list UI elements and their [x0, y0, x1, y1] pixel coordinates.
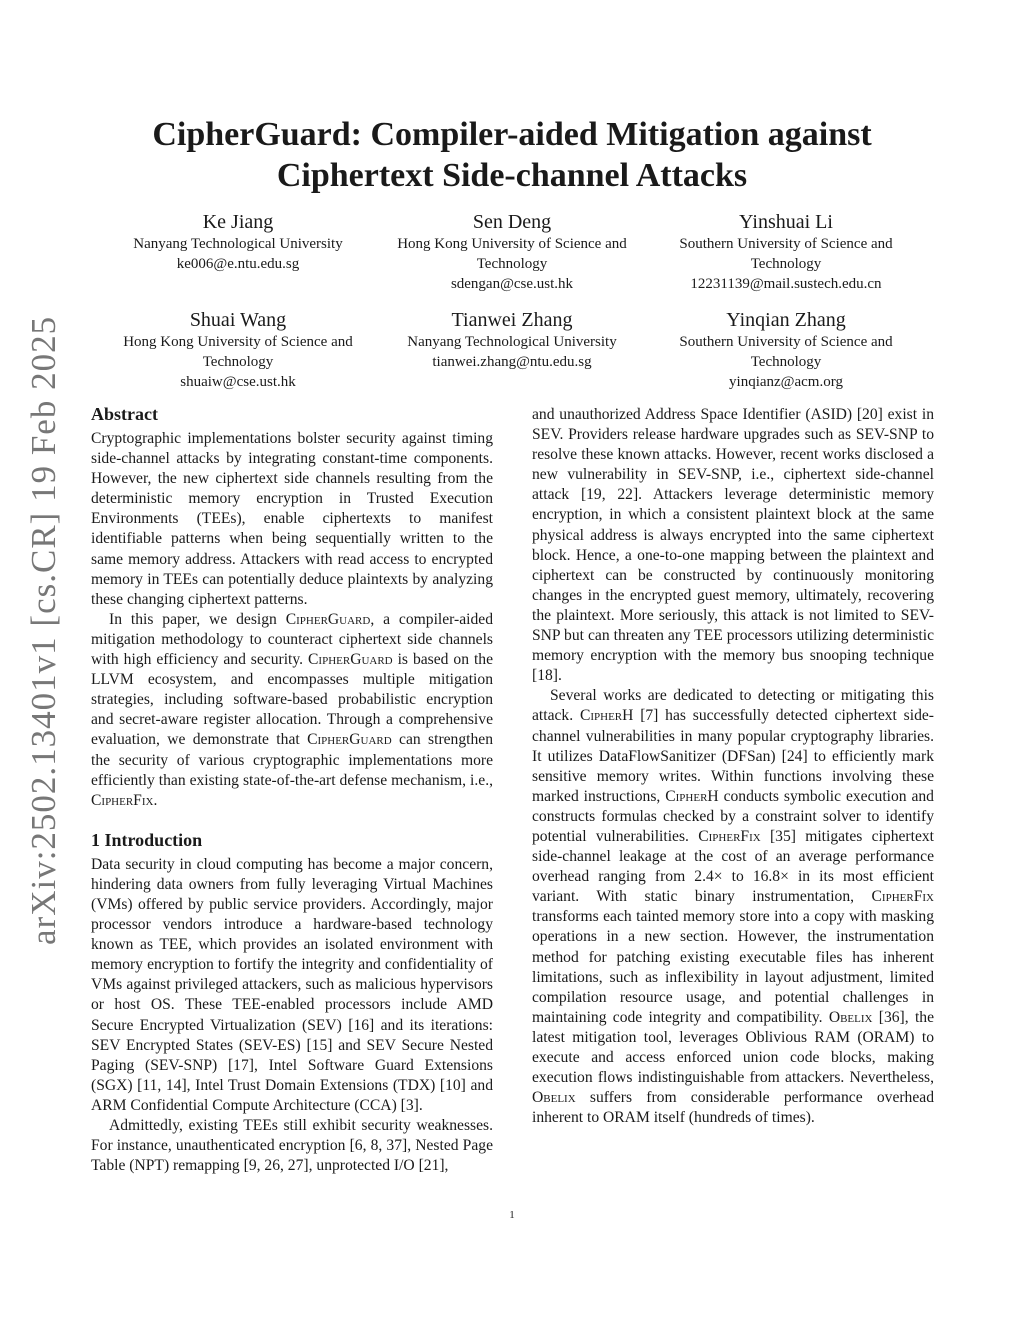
- author-affiliation: Southern University of Science and: [679, 236, 893, 252]
- author-block: [636, 210, 936, 294]
- intro-paragraph: Data security in cloud computing has become a major concern, hindering data owners from fully leveraging Virtual Machines (VMs) offered by public service providers. Accordingly, major processor vendors introduce a hardware-based technology known as TEE, which provides an isolated environment with memory encryption to fortify the integrity and confidentiality of VMs against privileged attackers, such as malicious hypervisors or host OS. These TEE-enabled processors include AMD Secure Encrypted Virtualization (SEV) [16] and its iterations: SEV Encrypted States (SEV-ES) [15] and SEV Secure Nested Paging (SEV-SNP) [17], Intel Software Guard Extensions (SGX) [11, 14], Intel Trust Domain Extensions (TDX) [10] and ARM Confidential Compute Architecture (CCA) [3].: [91, 855, 493, 1114]
- author-name: Ke Jiang: [202, 211, 274, 233]
- author-affiliation: Southern University of Science and: [679, 334, 893, 350]
- author-affiliation: Nanyang Technological University: [407, 334, 617, 350]
- author-affiliation-cont: Technology: [476, 256, 548, 272]
- system-name: CipherGuard: [307, 731, 392, 749]
- author-affiliation-cont: Technology: [750, 256, 822, 272]
- left-column: [91, 403, 493, 1176]
- author-name: Tianwei Zhang: [451, 309, 573, 331]
- body-paragraph: Several works are dedicated to detecting or mitigating this attack. CipherH [7] has successfully detected ciphertext side-channel vulnerabilities in many popular cryptography libraries. It utilizes DataFlowSanitizer (DFSan) [24] to efficiently mark sensitive memory writes. Within functions involving these marked instructions, CipherH conducts symbolic execution and constructs formulas checked by a constraint solver to identify potential vulnerabilities. CipherFix [35] mitigates ciphertext side-channel leakage at the cost of an average performance overhead ranging from 2.4× to 16.8× in its most efficient variant. With static binary instrumentation, CipherFix transforms each tainted memory store into a copy with masking operations in a new section. However, the instrumentation method for patching existing executable files has inherent limitations, such as inflexibility in layout adjustment, limited compilation resource usage, and potential challenges in maintaining code integrity and compatibility. Obelix [36], the latest mitigation tool, leverages Oblivious RAM (ORAM) to execute and access enforced union code blocks, making execution flows indistinguishable from attackers. Nevertheless, Obelix suffers from considerable performance overhead inherent to ORAM itself (hundreds of times).: [532, 687, 934, 1127]
- author-name: Yinqian Zhang: [726, 309, 846, 331]
- system-name: CipherGuard: [308, 651, 393, 669]
- system-name: CipherGuard: [285, 610, 371, 628]
- author-name: Sen Deng: [472, 211, 552, 233]
- system-name: CipherFix: [698, 827, 761, 845]
- system-name: CipherFix: [871, 888, 934, 906]
- author-affiliation: Hong Kong University of Science and: [397, 236, 627, 252]
- abstract-paragraph: In this paper, we design CipherGuard, a compiler-aided mitigation methodology to counteract ciphertext side channels with high efficiency and security. CipherGuard is based on the LLVM ecosystem, and encompasses multiple mitigation strategies, including software-based probabilistic encryption and secret-aware register allocation. Through a comprehensive evaluation, we demonstrate that CipherGuard can strengthen the security of various cryptographic implementations more efficiently than existing state-of-the-art defense mechanism, i.e., CipherFix.: [91, 610, 493, 809]
- arxiv-identifier: arXiv:2502.13401v1 [cs.CR] 19 Feb 2025: [24, 315, 63, 945]
- author-email: tianwei.zhang@ntu.edu.sg: [432, 354, 592, 370]
- page-number: 1: [509, 1209, 515, 1221]
- title-line-1: CipherGuard: Compiler-aided Mitigation against: [152, 116, 872, 153]
- author-affiliation-cont: Technology: [202, 354, 274, 370]
- author-affiliation: Hong Kong University of Science and: [123, 334, 353, 350]
- system-name: Obelix: [532, 1089, 576, 1107]
- author-block: [88, 308, 388, 392]
- paper-title: [100, 114, 924, 196]
- author-name: Yinshuai Li: [739, 211, 833, 233]
- author-affiliation: Nanyang Technological University: [133, 236, 343, 252]
- intro-paragraph: Admittedly, existing TEEs still exhibit security weaknesses. For instance, unauthenticated encryption [6, 8, 37], Nested Page Table (NPT) remapping [9, 26, 27], unprotected I/O [21],: [91, 1117, 493, 1175]
- abstract-paragraph: Cryptographic implementations bolster security against timing side-channel attacks by integrating constant-time components. However, the new ciphertext side channels resulting from the deterministic memory encryption in Trusted Execution Environments (TEEs), enable ciphertexts to manifest identifiable patterns when being sequentially written to the same memory address. Attackers with read access to encrypted memory in TEEs can potentially deduce plaintexts by analyzing these changing ciphertext patterns.: [91, 430, 493, 608]
- system-name: CipherH: [665, 787, 719, 805]
- system-name: CipherFix: [91, 791, 154, 809]
- author-name: Shuai Wang: [189, 309, 287, 331]
- author-email: yinqianz@acm.org: [729, 374, 843, 390]
- author-affiliation-cont: Technology: [750, 354, 822, 370]
- author-block: [636, 308, 936, 392]
- title-line-2: Ciphertext Side-channel Attacks: [276, 157, 748, 194]
- system-name: Obelix: [828, 1008, 873, 1026]
- body-paragraph: and unauthorized Address Space Identifier (ASID) [20] exist in SEV. Providers release hardware upgrades such as SEV-SNP to resolve these known attacks. However, recent works disclosed a new vulnerability in SEV-SNP, i.e., ciphertext side-channel attack [19, 22]. Attackers leverage deterministic memory encryption, in which a consistent plaintext block at the same physical address is always encrypted into the same ciphertext block. Hence, a one-to-one mapping between the plaintext and ciphertext can be constructed by continuously monitoring changes in the encrypted guest memory, ultimately, recovering the plaintext. More seriously, this attack is not limited to SEV-SNP but can threaten any TEE processors utilizing deterministic memory encryption with the memory bus snooping technique [18].: [532, 406, 934, 685]
- author-block: [362, 210, 662, 294]
- author-email: 12231139@mail.sustech.edu.cn: [690, 276, 882, 292]
- author-block: [88, 210, 388, 274]
- author-block: [362, 308, 662, 372]
- author-email: shuaiw@cse.ust.hk: [180, 374, 296, 390]
- system-name: CipherH: [579, 707, 634, 725]
- abstract-heading: Abstract: [91, 404, 158, 424]
- right-column: [532, 405, 934, 1128]
- author-email: ke006@e.ntu.edu.sg: [176, 256, 300, 272]
- introduction-heading: 1 Introduction: [91, 829, 203, 850]
- author-email: sdengan@cse.ust.hk: [450, 276, 574, 292]
